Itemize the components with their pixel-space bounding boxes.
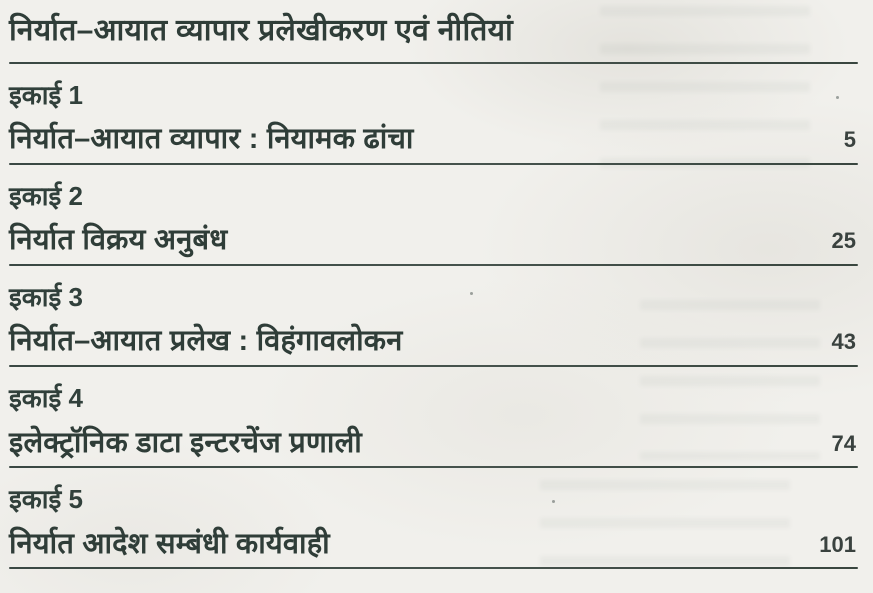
toc-entry-row [9,526,858,564]
toc-entry-row [9,222,858,260]
page-number: 101 [819,531,856,557]
toc-entry-row [9,121,858,159]
unit-label: इकाई 5 [9,484,83,515]
unit-label: इकाई 1 [9,79,83,110]
toc-entry-row [9,323,858,361]
unit-title: निर्यात–आयात प्रलेख : विहंगावलोकन [9,325,403,358]
unit-label: इकाई 2 [9,180,83,211]
divider-line [9,62,858,64]
page-number: 43 [831,329,856,355]
divider-line [9,365,858,367]
page-number: 74 [831,430,856,456]
page-title: निर्यात–आयात व्यापार प्रलेखीकरण एवं नीतियां [9,14,514,47]
toc-entry [9,382,858,468]
toc-entry [9,483,858,569]
divider-line [9,264,858,266]
divider-line [9,163,858,165]
page-number: 5 [843,127,856,153]
toc-entry-row [9,425,858,463]
toc-list [9,79,858,570]
unit-title: इलेक्ट्रॉनिक डाटा इन्टरचेंज प्रणाली [9,426,362,459]
unit-label: इकाई 3 [9,281,83,312]
unit-title: निर्यात विक्रय अनुबंध [9,224,228,257]
unit-title: निर्यात–आयात व्यापार : नियामक ढांचा [9,123,414,155]
toc-entry [9,79,858,165]
divider-line [9,567,858,569]
unit-label: इकाई 4 [9,383,83,414]
toc-entry [9,281,858,367]
unit-title: निर्यात आदेश सम्बंधी कार्यवाही [9,527,330,560]
divider-line [9,466,858,468]
toc-entry [9,180,858,266]
page-number: 25 [831,228,856,254]
